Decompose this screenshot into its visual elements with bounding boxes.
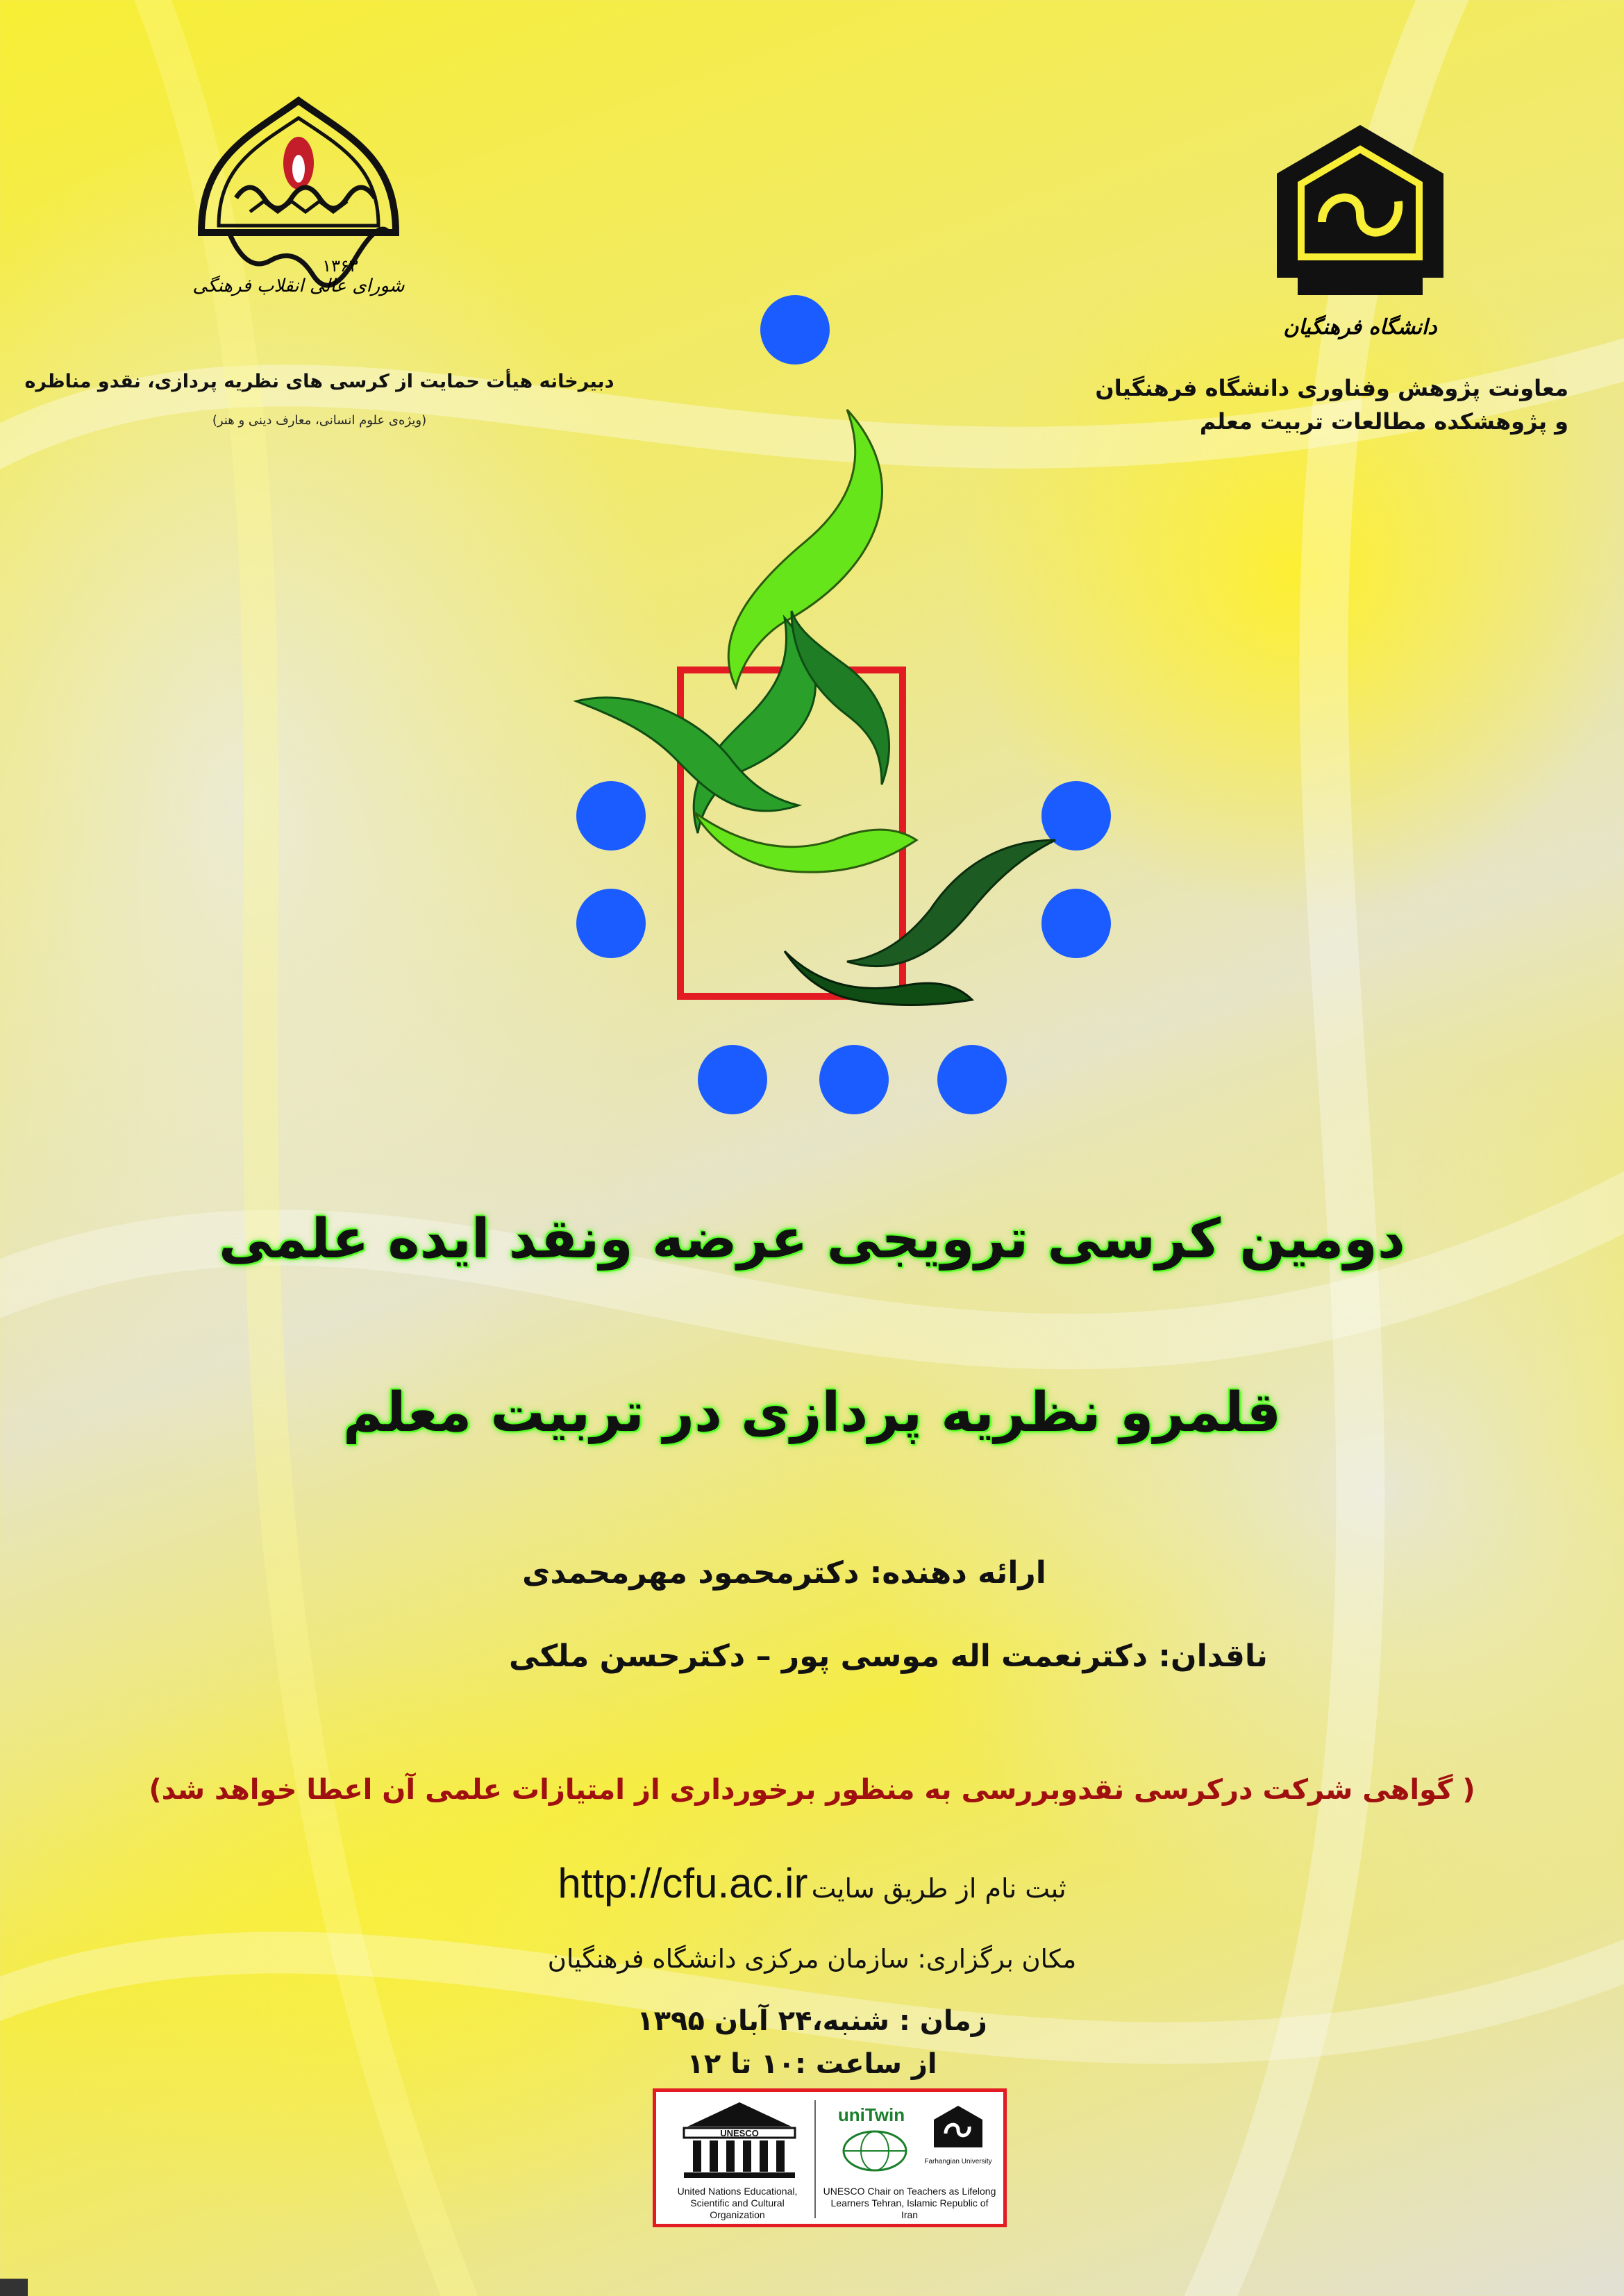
certificate-notice: ( گواهی شرکت درکرسی نقدوبررسی به منظور برخورداری از امتیازات علمی آن اعطا خواهد شد) [149,1774,1475,1806]
unitwin-globe-icon [837,2127,913,2175]
emblem-dot [698,1045,767,1114]
registration-label: ثبت نام از طریق سایت [811,1873,1066,1904]
event-emblem [555,271,1180,1173]
presenter-line: ارائه دهنده: دکترمحمود مهرمحمدی [522,1555,1046,1591]
farhangian-university-logo [1256,118,1464,340]
supreme-council-logo-text: شورای عالی انقلاب فرهنگی [192,276,405,296]
secretariat-subcaption: (ویژه‌ی علوم انسانی، معارف دینی و هنر) [212,413,427,428]
venue-line: مکان برگزاری: سازمان مرکزی دانشگاه فرهنگیان [547,1944,1077,1974]
registration-url-link[interactable]: http://cfu.ac.ir [558,1860,808,1907]
farhangian-small-logo-icon [930,2102,986,2158]
datetime-block [0,2000,1624,2086]
farhangian-university-label: Farhangian University [924,2158,992,2165]
time-line: از ساعت :۱۰ تا ۱۲ [687,2048,937,2080]
corner-badge [0,2279,28,2296]
emblem-dot [576,781,646,850]
unesco-chair-caption: UNESCO Chair on Teachers as Lifelong Learners Tehran, Islamic Republic of Iran [823,2186,996,2220]
caption-right-line1: معاونت پژوهش وفناوری دانشگاه فرهنگیان [1095,375,1568,401]
emblem-dot [819,1045,889,1114]
unesco-caption: United Nations Educational, Scientific and Cultural Organization [677,2186,798,2220]
emblem-dot [1041,889,1111,958]
farhangian-logo-text: دانشگاه فرهنگیان [1283,315,1437,340]
partners-logo-box [653,2088,1007,2227]
critics-line: ناقدان: دکترنعمت اله موسی پور – دکترحسن ملکی [509,1639,1268,1674]
registration-line [0,1859,1624,1907]
unitwin-logo: uniTwin [837,2104,905,2125]
event-title-line2: قلمرو نظریه پردازی در تربیت معلم [342,1382,1282,1444]
unesco-temple-icon [673,2099,805,2182]
caption-right-line2: و پژوهشکده مطالعات تربیت معلم [1199,408,1568,435]
emblem-leaf [694,812,916,872]
date-line: زمان : شنبه،۲۴ آبان ۱۳۹۵ [637,2005,987,2037]
supreme-council-logo [174,94,424,296]
emblem-dot [576,889,646,958]
event-title-line1: دومین کرسی ترویجی عرضه ونقد ایده علمی [219,1208,1405,1271]
emblem-dot [937,1045,1007,1114]
partners-divider [814,2100,816,2218]
supreme-council-year: ۱۳۶۳ [322,256,358,276]
secretariat-caption: دبیرخانه هیأت حمایت از کرسی های نظریه پردازی، نقدو مناظره [24,371,614,392]
unesco-logo-text: UNESCO [720,2128,759,2138]
emblem-dot [760,295,830,364]
